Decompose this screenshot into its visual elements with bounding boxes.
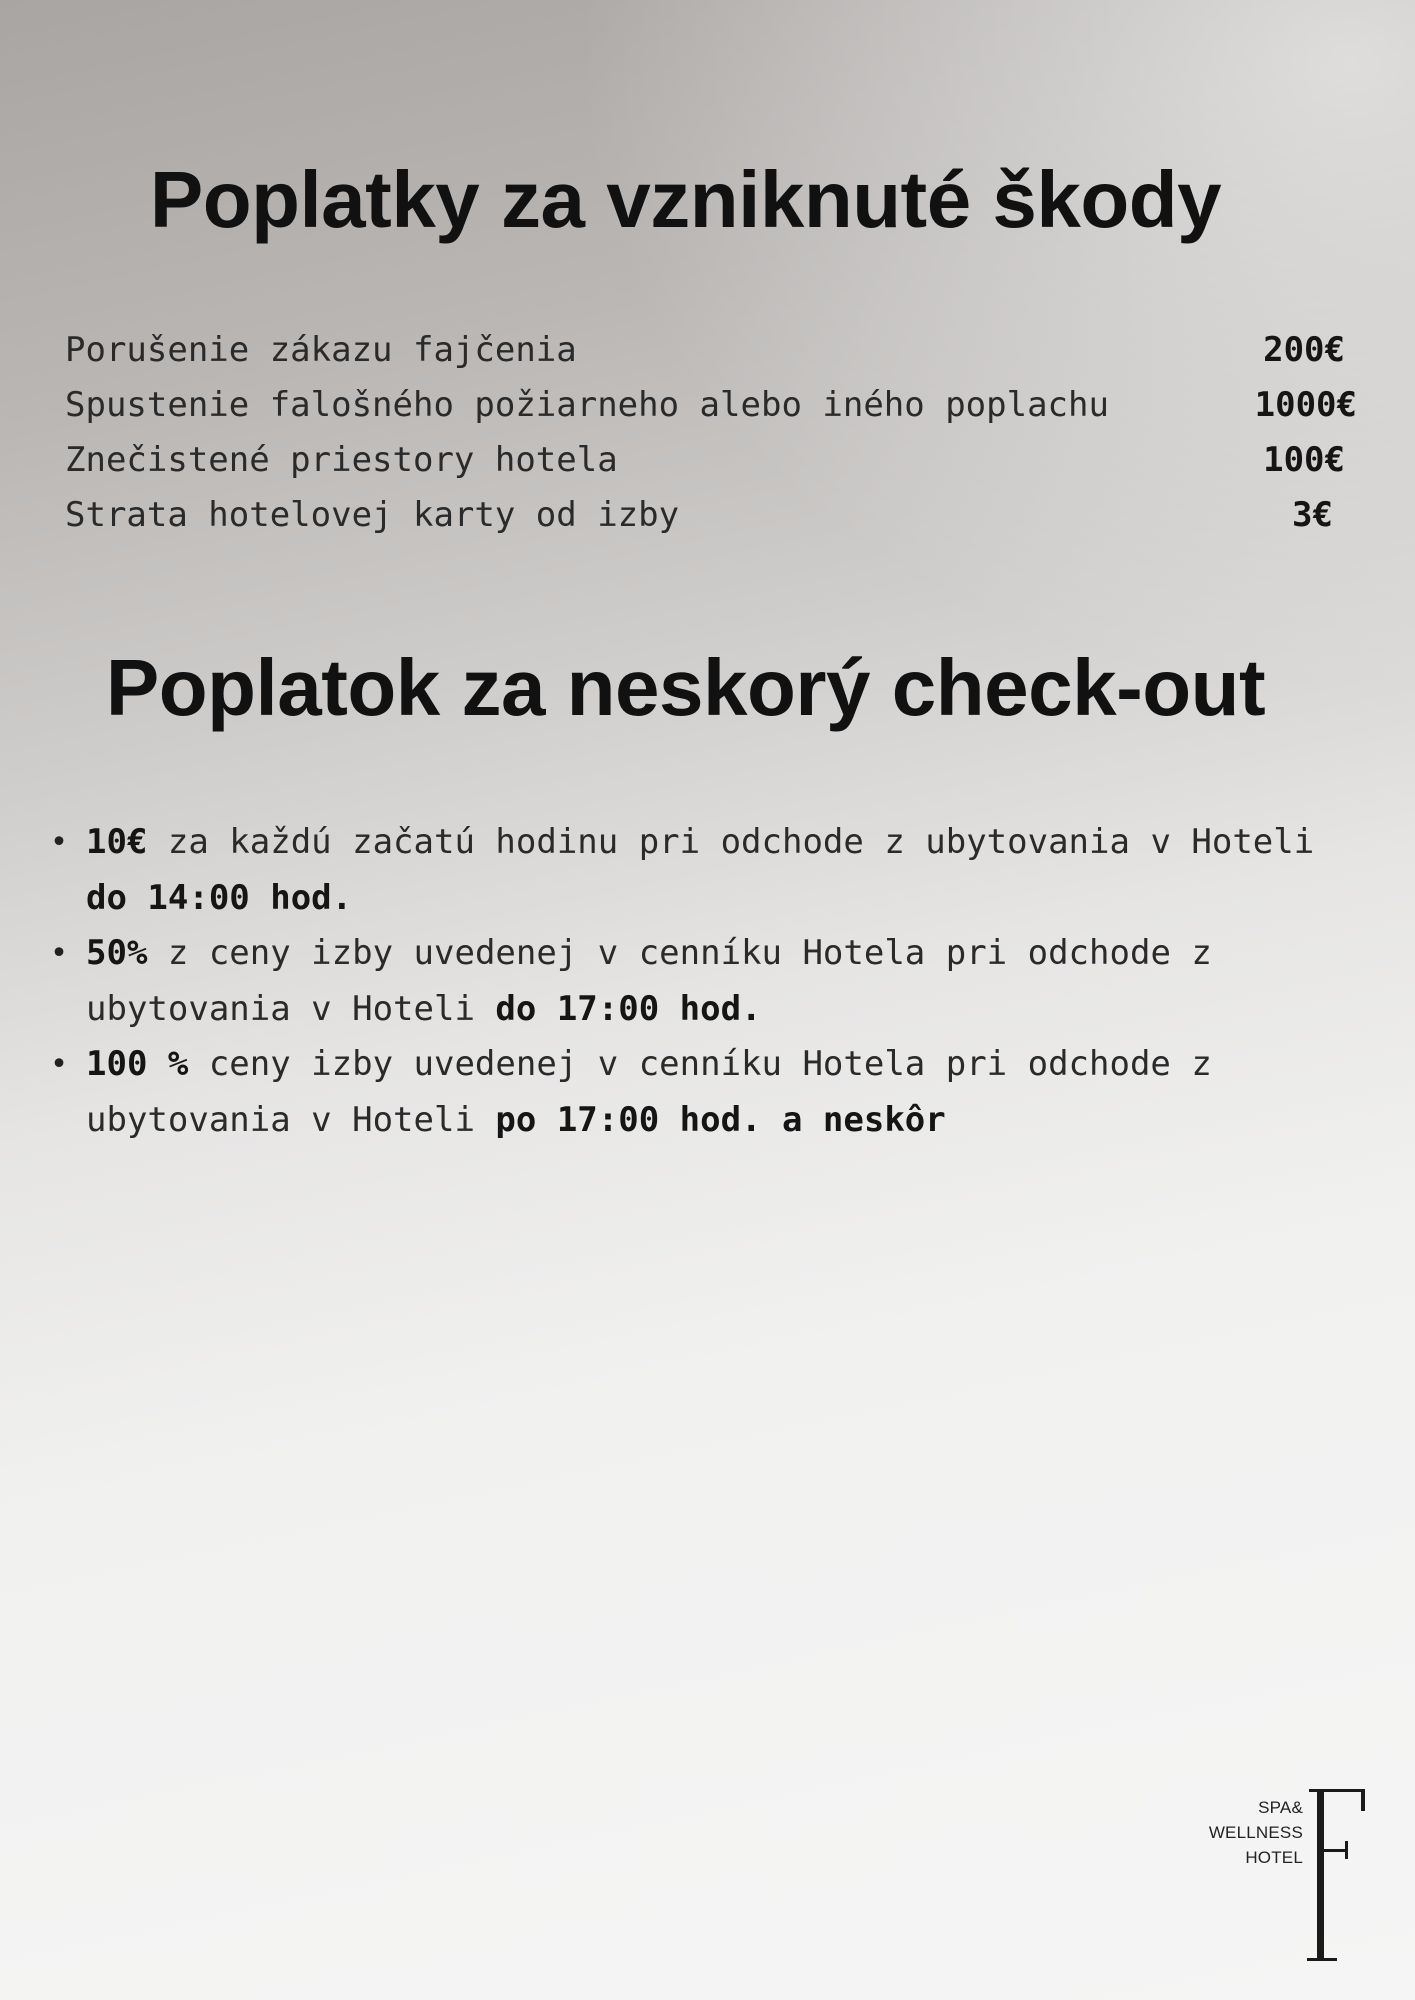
list-item: [50, 926, 1350, 1037]
fee-row-dirty-premises: [65, 437, 1385, 492]
list-item: [50, 815, 1350, 926]
logo-text: [1209, 1795, 1303, 1870]
logo-line: SPA&: [1258, 1798, 1303, 1817]
fee-deadline: do 17:00 hod.: [495, 988, 762, 1029]
bullet-icon: •: [50, 825, 69, 860]
fee-label: Porušenie zákazu fajčenia: [65, 330, 577, 370]
hotel-logo: [1185, 1785, 1365, 1965]
fee-amount: 3€: [1292, 495, 1333, 535]
fee-value: 10€: [86, 822, 148, 862]
damages-title: Poplatky za vzniknuté škody: [149, 155, 1222, 244]
fee-amount: 1000€: [1254, 385, 1357, 425]
fee-row-lost-card: [65, 492, 1385, 547]
logo-line: WELLNESS: [1208, 1823, 1303, 1842]
fee-amount: 200€: [1263, 330, 1345, 370]
checkout-title: Poplatok za neskorý check-out: [105, 643, 1266, 732]
fee-label: Strata hotelovej karty od izby: [65, 495, 680, 535]
logo-line: HOTEL: [1245, 1848, 1303, 1867]
fee-label: Spustenie falošného požiarneho alebo iného poplachu: [65, 385, 1109, 425]
fee-value: 100 %: [86, 1044, 189, 1084]
fee-row-false-alarm: [65, 382, 1385, 437]
fee-deadline: do 14:00 hod.: [86, 877, 353, 918]
fee-description: ceny izby uvedenej v cenníku Hotela pri odchode z ubytovania v Hoteli: [86, 1044, 1212, 1140]
fee-value: 50%: [86, 933, 148, 973]
fee-description: z ceny izby uvedenej v cenníku Hotela pri odchode z ubytovania v Hoteli: [86, 933, 1212, 1029]
bullet-icon: •: [50, 936, 69, 971]
checkout-fee-list: [50, 815, 1350, 1148]
list-item: [50, 1037, 1350, 1148]
fee-row-smoking: [65, 327, 1385, 382]
logo-f-mark-icon: [1295, 1785, 1365, 1965]
fee-deadline: po 17:00 hod. a neskôr: [495, 1099, 946, 1140]
fee-description: za každú začatú hodinu pri odchode z ubytovania v Hoteli: [147, 822, 1315, 862]
fee-amount: 100€: [1263, 440, 1345, 480]
bullet-icon: •: [50, 1047, 69, 1082]
fee-label: Znečistené priestory hotela: [65, 440, 618, 480]
damages-fee-list: [65, 327, 1385, 547]
